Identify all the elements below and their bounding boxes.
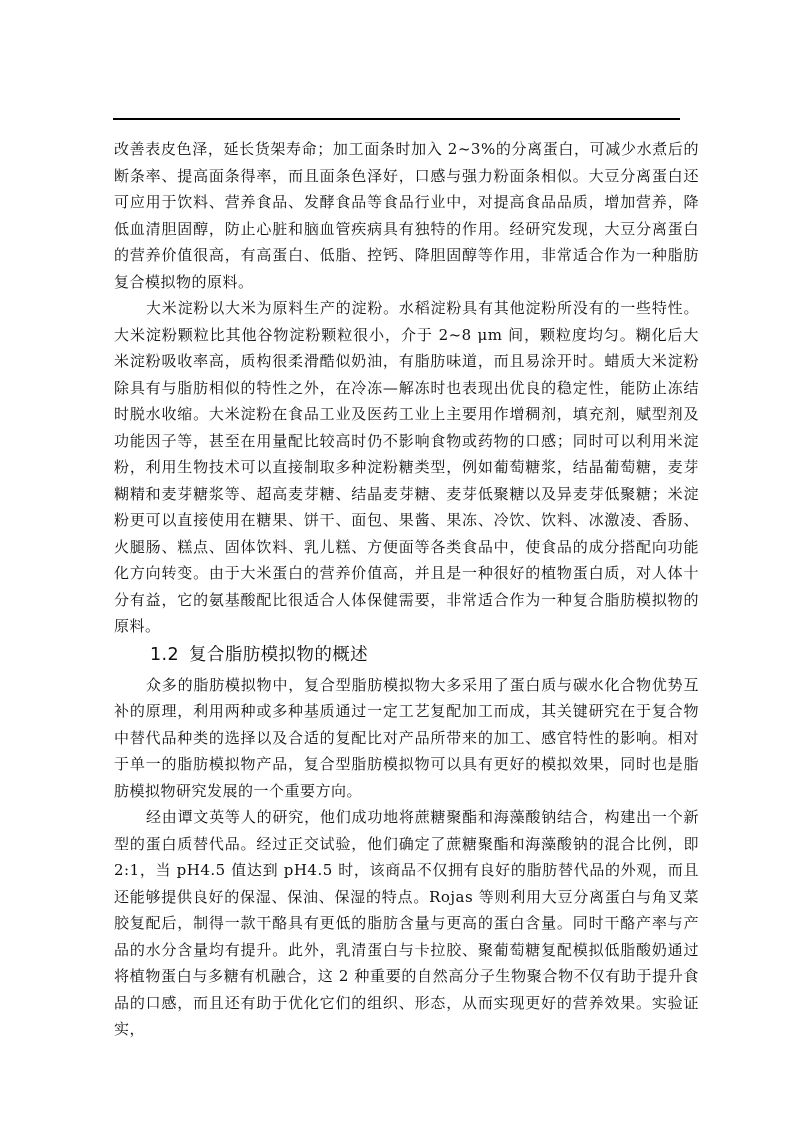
section-number: 1.2 [150, 644, 180, 665]
section-heading [150, 642, 699, 668]
header-rule [113, 118, 680, 120]
paragraph-rice-starch: 大米淀粉以大米为原料生产的淀粉。水稻淀粉具有其他淀粉所没有的一些特性。大米淀粉颗粒比其他谷物淀粉颗粒很小，介于 2~8 μm 间，颗粒度均匀。糊化后大米淀粉吸收率高，质构很柔滑酷似奶油，有脂肪味道，而且易涂开时。蜡质大米淀粉除具有与脂肪相似的特性之外，在冷冻—解冻时也表现出优良的稳定性，能防止冻结时脱水收缩。大米淀粉在食品工业及医药工业上主要用作增稠剂，填充剂，赋型剂及功能因子等，甚至在用量配比较高时仍不影响食物或药物的口感；同时可以利用米淀粉，利用生物技术可以直接制取多种淀粉糖类型，例如葡萄糖浆，结晶葡萄糖，麦芽糊精和麦芽糖浆等、超高麦芽糖、结晶麦芽糖、麦芽低聚糖以及异麦芽低聚糖；米淀粉更可以直接使用在糖果、饼干、面包、果酱、果冻、冷饮、饮料、冰激凌、香肠、火腿肠、糕点、固体饮料、乳儿糕、方便面等各类食品中，使食品的成分搭配向功能化方向转变。由于大米蛋白的营养价值高，并且是一种很好的植物蛋白质，对人体十分有益，它的氨基酸配比很适合人体保健需要，非常适合作为一种复合脂肪模拟物的原料。 [114, 299, 699, 635]
body-text [114, 136, 699, 1043]
paragraph-research-examples: 经由谭文英等人的研究，他们成功地将蔗糖聚酯和海藻酸钠结合，构建出一个新型的蛋白质替代品。经过正交试验，他们确定了蔗糖聚酯和海藻酸钠的混合比例，即 2:1，当 pH4.5 值达到 pH4.5 时，该商品不仅拥有良好的脂肪替代品的外观，而且还能够提供良好的保湿、保油、保湿的特点。Rojas 等则利用大豆分离蛋白与角叉菜胶复配后，制得一款干酪具有更低的脂肪含量与更高的蛋白含量。同时干酪产率与产品的水分含量均有提升。此外，乳清蛋白与卡拉胶、聚葡萄糖复配模拟低脂酸奶通过将植物蛋白与多糖有机融合，这 2 种重要的自然高分子生物聚合物不仅有助于提升食品的口感，而且还有助于优化它们的组织、形态，从而实现更好的营养效果。实验证实， [114, 808, 699, 1038]
paragraph-soy-protein: 改善表皮色泽，延长货架寿命；加工面条时加入 2~3%的分离蛋白，可减少水煮后的断条率、提高面条得率，而且面条色泽好，口感与强力粉面条相似。大豆分离蛋白还可应用于饮料、营养食品、发酵食品等食品行业中，对提高食品品质，增加营养，降低血清胆固醇，防止心脏和脑血管疾病具有独特的作用。经研究发现，大豆分离蛋白的营养价值很高，有高蛋白、低脂、控钙、降胆固醇等作用，非常适合作为一种脂肪复合模拟物的原料。 [114, 140, 699, 291]
paragraph-composite-overview: 众多的脂肪模拟物中，复合型脂肪模拟物大多采用了蛋白质与碳水化合物优势互补的原理，利用两种或多种基质通过一定工艺复配加工而成，其关键研究在于复合物中替代品种类的选择以及合适的复配比对产品所带来的加工、感官特性的影响。相对于单一的脂肪模拟物产品，复合型脂肪模拟物可以具有更好的模拟效果，同时也是脂肪模拟物研究发展的一个重要方向。 [114, 675, 699, 800]
section-title: 复合脂肪模拟物的概述 [189, 644, 369, 665]
